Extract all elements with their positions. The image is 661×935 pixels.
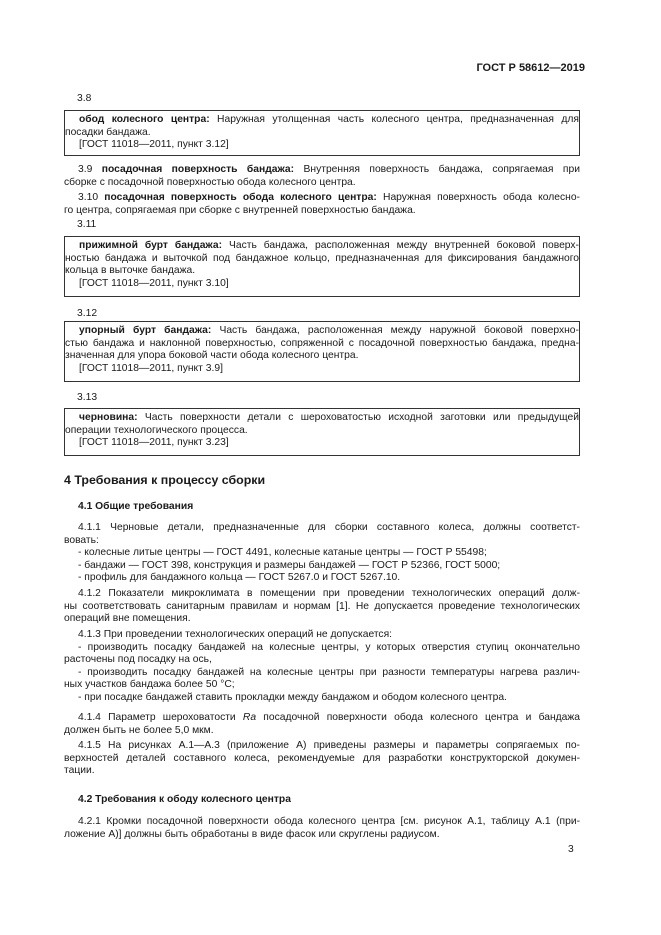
term-box-3-13 xyxy=(64,408,580,456)
term-title: прижимной бурт бандажа: xyxy=(79,240,223,251)
term-box-3-8 xyxy=(64,110,580,156)
term-definition-line: посадки бандажа. xyxy=(65,126,151,138)
term-source: [ГОСТ 11018—2011, пункт 3.10] xyxy=(79,277,229,289)
term-box-3-12 xyxy=(64,321,580,382)
term-number-3-11: 3.11 xyxy=(77,219,97,230)
term-definition-line: ностью бандажа и выточкой под бандажное кольцо, предназначенная для фиксирования бандажного xyxy=(65,252,579,264)
term-title: обод колесного центра: xyxy=(79,114,210,125)
paragraph-4-1-4: 4.1.4 Параметр шероховатости Ra посадочной поверхности обода колесного центра и бандажа должен быть не более 5,0 мкм. xyxy=(64,712,580,736)
term-title: упорный бурт бандажа: xyxy=(79,325,212,336)
term-definition-line: обод колесного центра: Наружная утолщенная часть колесного центра, предназначенная для xyxy=(79,114,579,125)
term-definition-line: сборке с посадочной поверхностью обода колесного центра. xyxy=(64,176,356,188)
term-box-3-11 xyxy=(64,236,580,297)
term-definition-line: стью бандажа и наклонной поверхностью, сопряженной с посадочной поверхностью бандажа, предна- xyxy=(65,337,579,349)
term-number-3-8: 3.8 xyxy=(77,93,92,104)
term-title: посадочная поверхность бандажа: xyxy=(101,164,295,175)
term-definition-line: го центра, сопрягаемая при сборке с внутренней поверхностью бандажа. xyxy=(64,204,416,216)
term-definition-line: значенная для упора боковой части обода колесного центра. xyxy=(65,350,359,362)
term-definition-line: 3.10 посадочная поверхность обода колесного центра: Наружная поверхность обода колесно- xyxy=(78,192,580,203)
list-item: - производить посадку бандажей на колесные центры, у которых отверстия ступиц окончательно xyxy=(78,641,580,653)
symbol-ra: Ra xyxy=(242,712,257,723)
list-item: - при посадке бандажей ставить прокладки между бандажом и ободом колесного центра. xyxy=(78,691,507,703)
term-title: посадочная поверхность обода колесного центра: xyxy=(104,192,377,203)
term-source: [ГОСТ 11018—2011, пункт 3.12] xyxy=(79,139,229,151)
term-source: [ГОСТ 11018—2011, пункт 3.23] xyxy=(79,437,229,449)
paragraph-4-1-1: 4.1.1 Черновые детали, предназначенные для сборки составного колеса, должны соответст- вовать: - колесные литые центры — ГОСТ 4491, колесные катаные центры — ГОСТ Р 55498; - бандажи — ГОСТ 398, конструкция и размеры бандажей — ГОСТ Р 52366, ГОСТ 5000; - профиль для бандажного кольца — ГОСТ 5267.0 и ГОСТ 5267.10. xyxy=(64,522,580,584)
term-3-9 xyxy=(64,164,580,189)
paragraph-4-1-3: 4.1.3 При проведении технологических операций не допускается: - производить посадку бандажей на колесные центры, у которых отверстия ступиц окончательно расточены под посадку на ось, - производить посадку бандажей на колесные центры при разности температуры нагрева различ- ных участков бандажа более 50 °С; - при посадке бандажей ставить прокладки между бандажом и ободом колесного центра. xyxy=(64,629,580,703)
paragraph-4-2-1: 4.2.1 Кромки посадочной поверхности обода колесного центра [см. рисунок А.1, таблицу А.1 (при- ложение А)] должны быть обработаны в виде фасок или скруглены радиусом. xyxy=(64,816,580,840)
subsection-heading-4-2: 4.2 Требования к ободу колесного центра xyxy=(78,794,291,805)
document-header: ГОСТ Р 58612—2019 xyxy=(476,62,585,74)
term-number-3-12: 3.12 xyxy=(77,308,98,319)
list-item: - производить посадку бандажей на колесные центры при разности температуры нагрева различ- xyxy=(78,666,580,678)
term-title: черновина: xyxy=(79,412,138,423)
paragraph-4-1-2: 4.1.2 Показатели микроклимата в помещении при проведении технологических операций долж- ны соответствовать санитарным правилам и нормам [1]. Не допускается проведение технологических операций вне помещения. xyxy=(64,588,580,625)
page-number: 3 xyxy=(568,844,574,855)
term-definition-line: операции технологического процесса. xyxy=(65,424,248,436)
term-source: [ГОСТ 11018—2011, пункт 3.9] xyxy=(79,362,223,374)
term-definition-line: упорный бурт бандажа: Часть бандажа, расположенная между наружной боковой поверхно- xyxy=(79,325,579,336)
list-item: - колесные литые центры — ГОСТ 4491, колесные катаные центры — ГОСТ Р 55498; xyxy=(78,547,487,559)
section-heading-4: 4 Требования к процессу сборки xyxy=(64,473,266,487)
term-definition-line: кольца в выточке бандажа. xyxy=(65,265,196,277)
list-item: - бандажи — ГОСТ 398, конструкция и размеры бандажей — ГОСТ Р 52366, ГОСТ 5000; xyxy=(78,559,501,571)
list-item: - профиль для бандажного кольца — ГОСТ 5267.0 и ГОСТ 5267.10. xyxy=(78,572,401,584)
subsection-heading-4-1: 4.1 Общие требования xyxy=(78,501,194,512)
term-definition-line: 3.9 посадочная поверхность бандажа: Внутренняя поверхность бандажа, сопрягаемая при xyxy=(78,164,580,175)
term-definition-line: прижимной бурт бандажа: Часть бандажа, расположенная между внутренней боковой поверх- xyxy=(79,240,579,251)
paragraph-4-1-5: 4.1.5 На рисунках А.1—А.3 (приложение А) приведены размеры и параметры сопрягаемых по- верхностей деталей составного колеса, рекомендуемые для разработки конструкторской докумен- тации. xyxy=(64,740,580,777)
term-number-3-13: 3.13 xyxy=(77,392,98,403)
term-3-10 xyxy=(64,192,580,217)
term-definition-line: черновина: Часть поверхности детали с шероховатостью исходной заготовки или предыдущей xyxy=(79,412,579,423)
